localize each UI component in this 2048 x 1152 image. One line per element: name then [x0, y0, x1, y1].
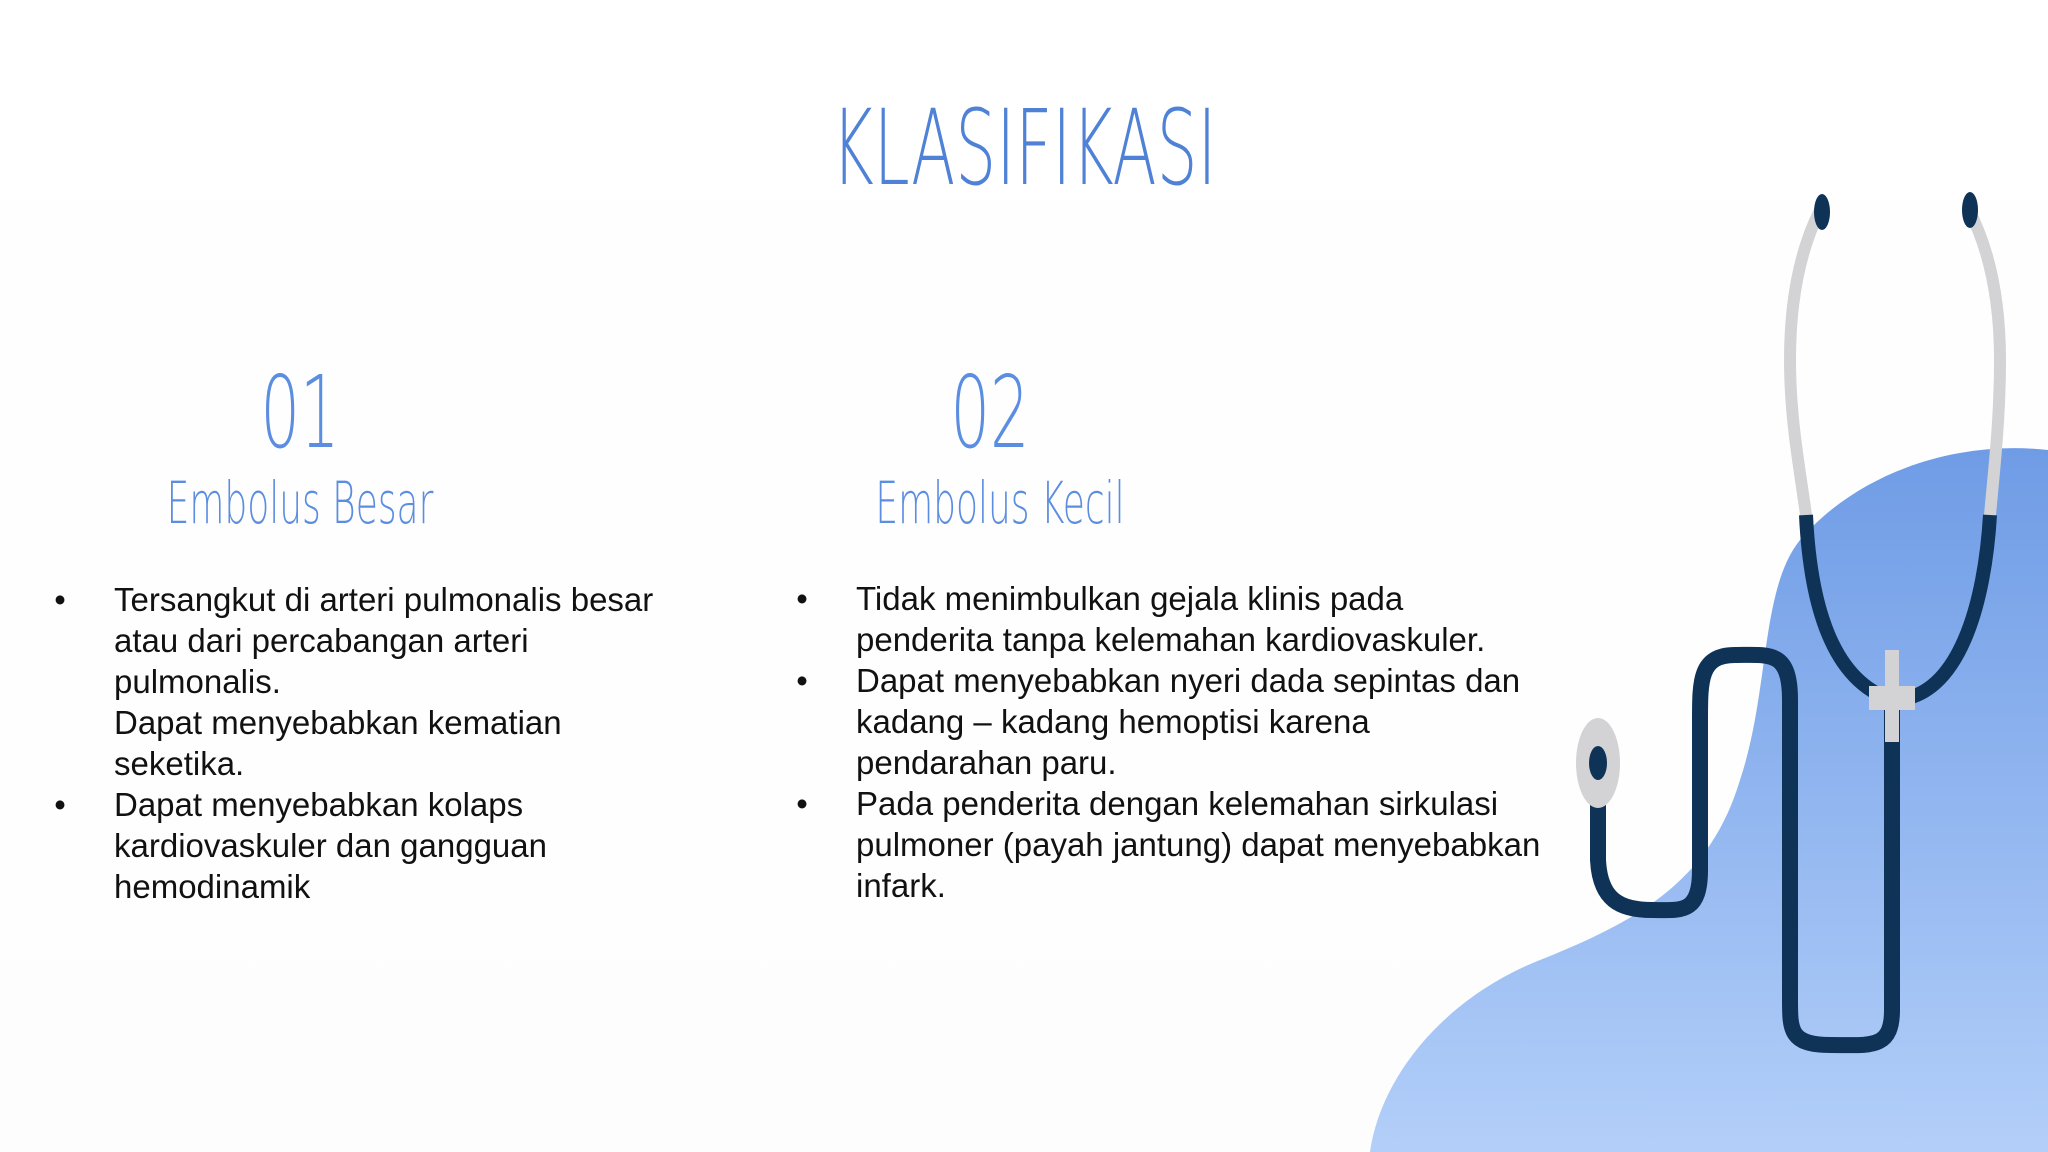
bullet-text-line: kardiovaskuler dan gangguan: [114, 827, 547, 864]
bullet-text-line: infark.: [856, 867, 946, 904]
bullet-text-line: kadang – kadang hemoptisi karena: [856, 703, 1370, 740]
bullet-list-embolus-besar: [50, 579, 690, 907]
bullet-icon: •: [796, 662, 808, 699]
bullet-text-line: atau dari percabangan arteri: [114, 622, 529, 659]
list-item: [792, 660, 1552, 783]
bullet-text-line: Tersangkut di arteri pulmonalis besar: [114, 581, 654, 618]
item-heading-1: Embolus Besar: [166, 469, 434, 537]
bullet-text-line: pulmoner (payah jantung) dapat menyebabkan: [856, 826, 1541, 863]
bullet-text-line: pulmonalis.: [114, 663, 281, 700]
bullet-icon: •: [796, 785, 808, 822]
list-item: [792, 578, 1552, 660]
bullet-text-line: pendarahan paru.: [856, 744, 1117, 781]
bullet-icon: •: [54, 581, 66, 618]
list-item: [50, 784, 690, 907]
bullet-text-line: Dapat menyebabkan kematian: [114, 704, 562, 741]
bullet-text-line: Dapat menyebabkan nyeri dada sepintas dan: [856, 662, 1521, 699]
bullet-text-line: Tidak menimbulkan gejala klinis pada: [856, 580, 1404, 617]
item-heading-2: Embolus Kecil: [875, 469, 1125, 537]
bullet-text-line: Pada penderita dengan kelemahan sirkulasi: [856, 785, 1499, 822]
bullet-icon: •: [54, 786, 66, 823]
bullet-text-line: seketika.: [114, 745, 245, 782]
bullet-text-line: hemodinamik: [114, 868, 311, 905]
bullet-text-line: penderita tanpa kelemahan kardiovaskuler.: [856, 621, 1486, 658]
list-item: [792, 783, 1552, 906]
bullet-list-embolus-kecil: [792, 578, 1552, 906]
item-number-2: 02: [950, 354, 1030, 471]
item-number-1: 01: [260, 354, 340, 471]
bullet-text-line: Dapat menyebabkan kolaps: [114, 786, 524, 823]
list-item: [50, 579, 690, 784]
slide-title: KLASIFIKASI: [831, 87, 1217, 209]
bullet-icon: •: [796, 580, 808, 617]
